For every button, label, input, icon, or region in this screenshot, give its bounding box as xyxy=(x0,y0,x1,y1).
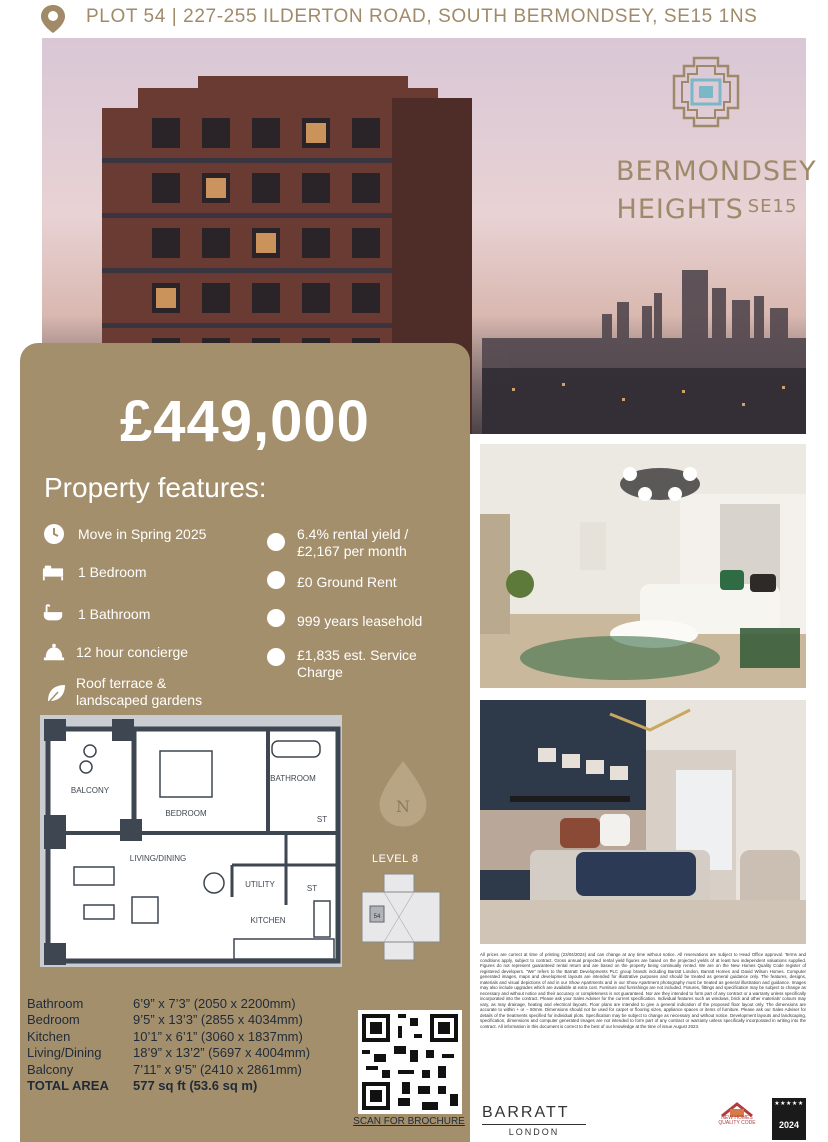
header-address: PLOT 54 | 227-255 ILDERTON ROAD, SOUTH BERMONDSEY, SE15 1NS xyxy=(86,6,758,27)
feature-ground-rent: £0 Ground Rent xyxy=(297,574,397,590)
dim-room-total: TOTAL AREA xyxy=(27,1078,109,1093)
feature-bathrooms: 1 Bathroom xyxy=(78,606,151,622)
location-pin-icon xyxy=(38,4,68,34)
bullet-icon xyxy=(267,533,285,551)
brand-name-line2 xyxy=(616,194,798,225)
room-label-bathroom: BATHROOM xyxy=(270,774,316,783)
feature-concierge: 12 hour concierge xyxy=(76,644,189,660)
room-label-store-1: ST xyxy=(316,815,328,824)
room-label-bedroom: BEDROOM xyxy=(165,809,207,818)
dim-size-living-dining: 18’9” x 13’2” (5697 x 4004mm) xyxy=(133,1045,311,1060)
feature-leasehold: 999 years leasehold xyxy=(297,613,423,629)
brand-heights: HEIGHTS xyxy=(616,194,744,225)
dim-size-balcony: 7’11” x 9’5” (2410 x 2861mm) xyxy=(133,1062,302,1077)
hbf-stars: ★★★★★ xyxy=(774,1101,804,1107)
room-label-utility: UTILITY xyxy=(245,880,275,889)
dim-size-bedroom: 9’5” x 13’3” (2855 x 4034mm) xyxy=(133,1012,303,1027)
level-label: LEVEL 8 xyxy=(372,853,419,865)
concierge-bell-icon xyxy=(43,641,65,663)
dim-size-bathroom: 6’9” x 7’3” (2050 x 2200mm) xyxy=(133,996,296,1011)
room-label-balcony: BALCONY xyxy=(70,786,110,795)
living-room-photo xyxy=(480,444,806,688)
room-label-kitchen: KITCHEN xyxy=(250,916,286,925)
level-key-plan xyxy=(360,872,442,962)
bermondsey-heights-logo xyxy=(666,56,746,128)
barratt-logo: BARRATT xyxy=(482,1104,570,1121)
brand-suffix: SE15 xyxy=(747,196,798,217)
brand-name-line1: BERMONDSEY xyxy=(616,156,817,187)
feature-roof-terrace-line2: landscaped gardens xyxy=(76,692,203,708)
feature-service-charge-line2: Charge xyxy=(297,664,343,680)
hbf-year: 2024 xyxy=(778,1120,800,1130)
bullet-icon xyxy=(267,648,285,666)
barratt-london-label: LONDON xyxy=(482,1124,586,1137)
features-title: Property features: xyxy=(44,472,267,503)
nhqc-text: NEW HOMES QUALITY CODE xyxy=(718,1115,756,1126)
dim-size-total: 577 sq ft (53.6 sq m) xyxy=(133,1078,258,1093)
price: £449,000 xyxy=(120,389,370,454)
qr-code[interactable] xyxy=(358,1010,462,1114)
feature-move-in: Move in Spring 2025 xyxy=(78,526,207,542)
bedroom-photo xyxy=(480,700,806,944)
floor-plan xyxy=(40,715,342,967)
feature-bedrooms: 1 Bedroom xyxy=(78,564,147,580)
dim-room-bedroom: Bedroom xyxy=(27,1012,80,1027)
north-compass-icon xyxy=(376,760,430,830)
bath-icon xyxy=(42,602,64,624)
legal-disclaimer: All prices are correct at time of printing (23/04/2024) and can change at any time without notice. All reservations are subject to Head Office approval. Terms and conditions apply, subject to contract. Gross annual projected rental yield figures are based on the projected yields of at least two independent valuations supplied. Figures do not represent guaranteed rental return and are based on the property being continually rented. We are on the New Homes Quality Code register of registered developers. “We” refers to the Barratt Developments PLC group brands including Barratt London, Barratt Homes and David Wilson Homes. Computer generated images, maps and development layouts are intended for illustrative purposes and should be treated as general guidance only. The features, designs, materials and visual depictions of and in our Show Apartments and in our Show Apartment photography must be treated as general illustration and guidance. Images may also include upgrades which are available at extra cost. Furniture and furnishings are not included. Fixtures, fittings and specification may be subject to change as necessary and without notice and their accuracy or completeness is not guaranteed. Nor are they intended to form part of any contract or a warranty unless specifically incorporated into the contract. Please ask your Sales Adviser for the current specification. Individual features such as windows, brick and other materials’ colours may vary, as may drainage, heating and electrical layouts. Floor plans are intended to give a general indication of the proposed floor layout only. The dimensions are accurate to within + or − 50mm. Dimensions should not be used for carpet or flooring sizes, appliance spaces or items of furniture. Please ask our Sales Adviser for details of the treatments specified for individual plots. Specification may be subject to change as necessary and without notice. Development layouts and landscaping, specification, dimensions and computer generated images are not intended to form part of any contract or warranty unless specifically incorporated in writing into the contract. All information in this document is correct to the best of our knowledge at the time of issue August 2023. xyxy=(480,952,806,1029)
room-label-living-dining: LIVING/DINING xyxy=(129,854,187,863)
bullet-icon xyxy=(267,571,285,589)
dim-size-kitchen: 10’1” x 6’1” (3060 x 1837mm) xyxy=(133,1029,303,1044)
bed-icon xyxy=(42,562,64,584)
room-label-store-2: ST xyxy=(306,884,318,893)
feature-roof-terrace-line1: Roof terrace & xyxy=(76,675,167,691)
leaf-icon xyxy=(45,682,67,704)
level-plot-marker: 54 xyxy=(373,914,381,920)
scan-for-brochure-link[interactable]: SCAN FOR BROCHURE xyxy=(353,1116,465,1127)
dim-room-kitchen: Kitchen xyxy=(27,1029,71,1044)
dim-room-balcony: Balcony xyxy=(27,1062,74,1077)
feature-rental-yield-line1: 6.4% rental yield / xyxy=(297,526,409,542)
dim-room-bathroom: Bathroom xyxy=(27,996,84,1011)
feature-service-charge-line1: £1,835 est. Service xyxy=(297,647,417,663)
dim-room-living-dining: Living/Dining xyxy=(27,1045,102,1060)
clock-icon xyxy=(43,523,65,545)
bullet-icon xyxy=(267,609,285,627)
north-label: N xyxy=(396,797,410,816)
feature-rental-yield-line2: £2,167 per month xyxy=(297,543,407,559)
